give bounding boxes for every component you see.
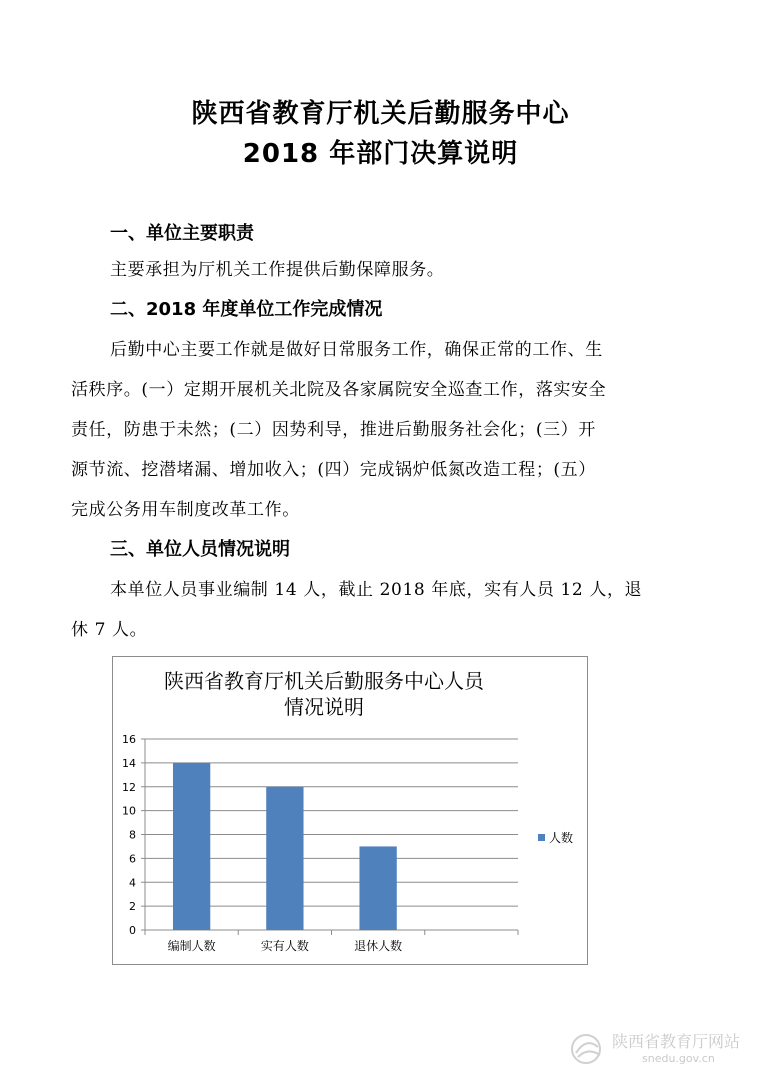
section3-line2: 休 7 人。 xyxy=(71,620,148,640)
section2-line5: 完成公务用车制度改革工作。 xyxy=(71,500,300,520)
x-tick-label: 编制人数 xyxy=(167,939,216,953)
y-tick-label: 0 xyxy=(129,924,136,937)
y-tick-label: 6 xyxy=(129,852,136,866)
section3-line1: 本单位人员事业编制 14 人，截止 2018 年底，实有人员 12 人，退 xyxy=(110,580,643,600)
document-title-line2: 2018 年部门决算说明 xyxy=(242,139,519,169)
section2-heading: 二、2018 年度单位工作完成情况 xyxy=(110,299,383,320)
y-tick-label: 10 xyxy=(122,804,136,818)
watermark-text: 陕西省教育厅网站 xyxy=(612,1032,741,1051)
chart-title-line2: 情况说明 xyxy=(284,695,364,719)
document-title-line1: 陕西省教育厅机关后勤服务中心 xyxy=(191,99,570,129)
edu-logo-icon xyxy=(570,1033,606,1065)
section2-line2: 活秩序。(一）定期开展机关北院及各家属院安全巡查工作，落实安全 xyxy=(71,380,607,400)
y-tick-label: 8 xyxy=(129,828,136,842)
section1-paragraph: 主要承担为厅机关工作提供后勤保障服务。 xyxy=(110,260,445,280)
section2-line3: 责任，防患于未然；(二）因势利导，推进后勤服务社会化；(三）开 xyxy=(71,420,596,440)
chart-title-line1: 陕西省教育厅机关后勤服务中心人员 xyxy=(164,669,484,693)
section2-line4: 源节流、挖潜堵漏、增加收入；(四）完成锅炉低氮改造工程；(五） xyxy=(71,460,596,480)
watermark-url: snedu.gov.cn xyxy=(642,1052,715,1065)
section3-heading: 三、单位人员情况说明 xyxy=(110,539,290,560)
y-tick-label: 2 xyxy=(129,900,136,914)
x-tick-label: 退休人数 xyxy=(354,939,403,953)
watermark xyxy=(570,1033,755,1069)
legend-label: 人数 xyxy=(549,831,574,845)
y-tick-label: 14 xyxy=(122,756,136,770)
y-tick-label: 16 xyxy=(122,733,136,746)
section1-heading: 一、单位主要职责 xyxy=(110,223,254,244)
x-tick-label: 实有人数 xyxy=(260,939,309,953)
y-tick-label: 4 xyxy=(129,876,136,890)
y-tick-label: 12 xyxy=(122,780,136,794)
section2-line1: 后勤中心主要工作就是做好日常服务工作，确保正常的工作、生 xyxy=(110,340,603,360)
